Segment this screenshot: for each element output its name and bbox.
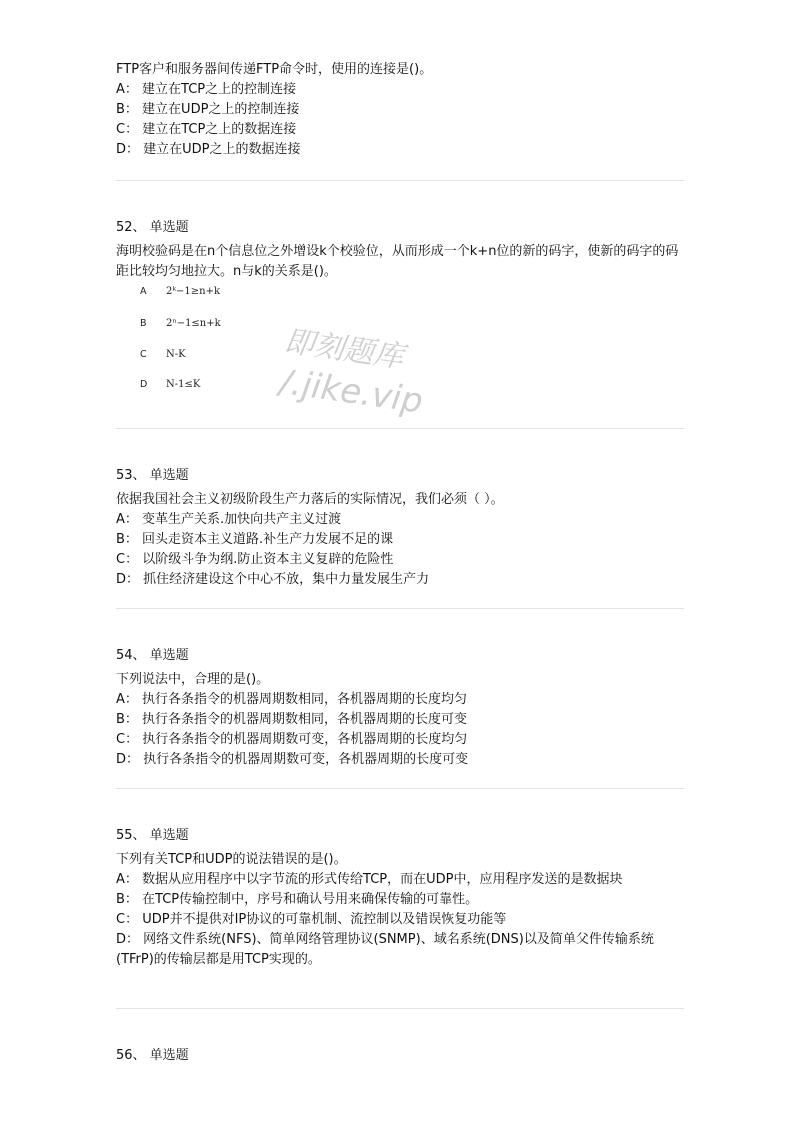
question-text: 下列有关TCP和UDP的说法错误的是()。 xyxy=(116,852,347,867)
question-52 xyxy=(116,218,686,282)
question-text: 下列说法中，合理的是()。 xyxy=(116,672,270,687)
question-56 xyxy=(116,1046,686,1066)
option-b[interactable]: B： 回头走资本主义道路.补生产力发展不足的课 xyxy=(116,532,394,547)
option-c[interactable]: C： 执行各条指令的机器周期数可变，各机器周期的长度均匀 xyxy=(116,732,468,747)
question-header: 56、 单选题 xyxy=(116,1048,189,1063)
option-a[interactable]: A： 数据从应用程序中以字节流的形式传给TCP，而在UDP中，应用程序发送的是数据块 xyxy=(116,872,623,887)
watermark-title: 即刻题库 xyxy=(282,323,406,376)
question-header: 55、 单选题 xyxy=(116,828,189,843)
divider xyxy=(116,608,684,609)
option-b[interactable]: B： 建立在UDP之上的控制连接 xyxy=(116,102,300,117)
option-c[interactable]: C： UDP并不提供对IP协议的可靠机制、流控制以及错误恢复功能等 xyxy=(116,912,507,927)
option-d[interactable]: D： 网络文件系统(NFS)、简单网络管理协议(SNMP)、域名系统(DNS)以及简单父件传输系统(TFrP)的传输层都是用TCP实现的。 xyxy=(116,932,654,967)
question-text: 依据我国社会主义初级阶段生产力落后的实际情况，我们必须（ ）。 xyxy=(116,492,504,507)
option-d[interactable]: D： 抓住经济建设这个中心不放，集中力量发展生产力 xyxy=(116,572,430,587)
divider xyxy=(116,1008,684,1009)
option-a[interactable]: A： 执行各条指令的机器周期数相同，各机器周期的长度均匀 xyxy=(116,692,468,707)
question-53 xyxy=(116,466,686,590)
question-text: FTP客户和服务器间传递FTP命令时，使用的连接是()。 xyxy=(116,62,433,77)
option-d[interactable]: D： 建立在UDP之上的数据连接 xyxy=(116,142,301,157)
option-c[interactable]: C： 以阶级斗争为纲.防止资本主义复辟的危险性 xyxy=(116,552,394,567)
option-c[interactable]: C N-K xyxy=(140,349,186,360)
question-header: 53、 单选题 xyxy=(116,468,189,483)
option-b[interactable]: B 2ⁿ−1≤n+k xyxy=(140,318,221,329)
option-b[interactable]: B： 在TCP传输控制中，序号和确认号用来确保传输的可靠性。 xyxy=(116,892,479,907)
question-header: 54、 单选题 xyxy=(116,648,189,663)
option-c[interactable]: C： 建立在TCP之上的数据连接 xyxy=(116,122,297,137)
divider xyxy=(116,788,684,789)
option-a[interactable]: A 2ᵏ−1≥n+k xyxy=(140,286,221,297)
watermark-url: /.jike.vip xyxy=(277,362,426,422)
question-54 xyxy=(116,646,686,770)
option-d[interactable]: D N-1≤K xyxy=(140,379,201,390)
question-header: 52、 单选题 xyxy=(116,220,189,235)
divider xyxy=(116,428,684,429)
option-a[interactable]: A： 建立在TCP之上的控制连接 xyxy=(116,82,297,97)
question-text: 海明校验码是在n个信息位之外增设k个校验位，从而形成一个k+n位的新的码字，使新的码字的码距比较均匀地拉大。n与k的关系是()。 xyxy=(116,244,679,279)
option-a[interactable]: A： 变革生产关系.加快向共产主义过渡 xyxy=(116,512,342,527)
divider xyxy=(116,180,684,181)
question-51 xyxy=(116,60,686,160)
option-d[interactable]: D： 执行各条指令的机器周期数可变，各机器周期的长度可变 xyxy=(116,752,469,767)
question-55 xyxy=(116,826,686,970)
option-b[interactable]: B： 执行各条指令的机器周期数相同，各机器周期的长度可变 xyxy=(116,712,468,727)
